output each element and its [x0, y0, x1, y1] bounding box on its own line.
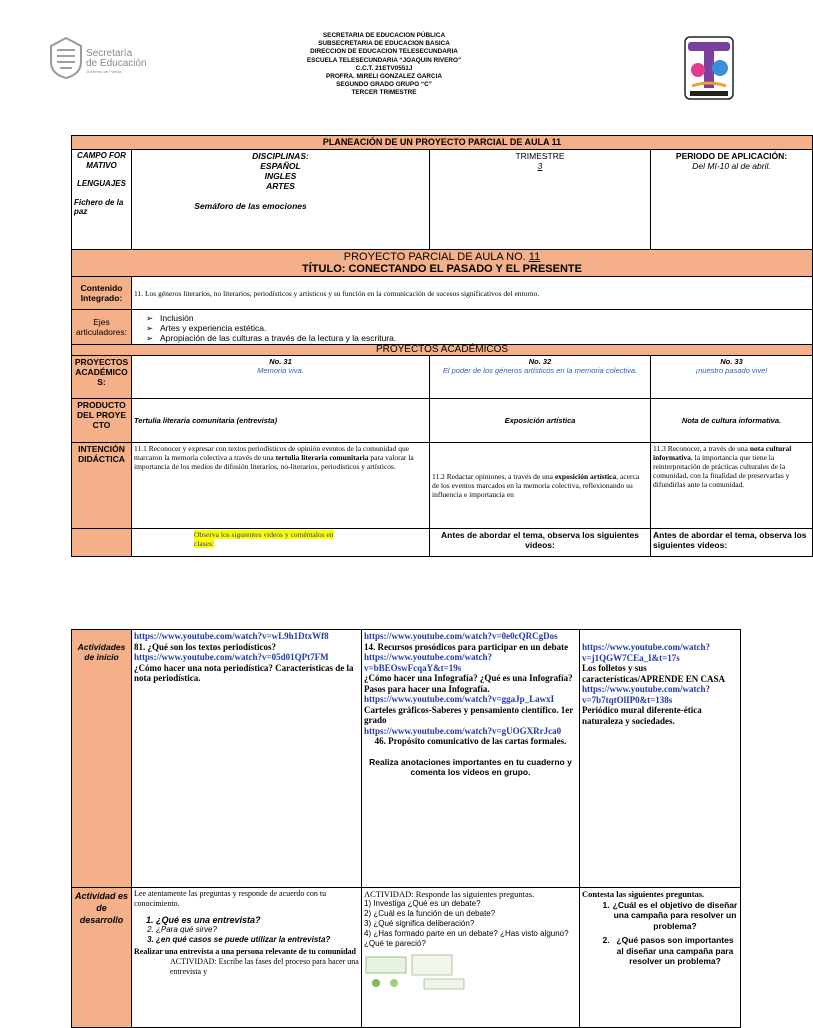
observa-32: Antes de abordar el tema, observa los siguientes videos: — [430, 529, 651, 557]
des-question: 1) Investiga ¿Qué es un debate? — [364, 899, 481, 908]
logo-text-line3: Gobierno de Puebla — [86, 69, 122, 74]
periodo-label: PERIODO DE APLICACIÓN: — [675, 151, 788, 161]
intencion-text: 11.2 Redactar opiniones, a través de una — [432, 472, 555, 481]
disciplinas-cell — [132, 150, 430, 250]
school-line: PROFRA. MIRELI GONZALEZ GARCIA — [325, 73, 443, 81]
ejes-label: Ejes articuladores: — [72, 310, 132, 345]
school-line: ESCUELA TELESECUNDARIA “JOAQUIN RIVERO” — [306, 56, 462, 64]
des-question: 2) ¿Cuál es la función de un debate? — [364, 909, 496, 918]
producto-32: Exposición artística — [430, 399, 651, 443]
des-task: Realizar una entrevista a una persona relevante de tu comunidad — [134, 947, 357, 956]
observa-highlight: Observa los siguientes videos y coméntalos en clases: — [194, 530, 334, 548]
campo-cell — [72, 150, 132, 250]
producto-31: Tertulia literaria comunitaria (entrevista) — [132, 399, 430, 443]
intencion-label: INTENCIÓN DIDÁCTICA — [72, 443, 132, 529]
school-line: DIRECCION DE EDUCACION TELESECUNDARIA — [310, 48, 458, 56]
plan-table — [71, 135, 813, 557]
ejes-cell — [132, 310, 813, 345]
project-cell-31 — [132, 356, 430, 399]
project-name: El poder de los géneros artísticos en la memoria colectiva. — [442, 366, 638, 375]
des-intro: Contesta las siguientes preguntas. — [582, 889, 705, 899]
video-title: 81. ¿Qué son los textos periodísticos? — [134, 641, 277, 652]
observa-33: Antes de abordar el tema, observa los siguientes videos: — [651, 529, 813, 557]
video-title: Periódico mural diferente-ética naturaleza y sociedades. — [582, 705, 702, 726]
intencion-text: , la importancia que tiene la reinterpretación de prácticas culturales de la comunidad, con la finalidad de preservarlas y difundirlas ante la comunidad. — [653, 453, 790, 489]
semaforo-text: Semáforo de las emociones — [194, 201, 307, 211]
video-link[interactable]: https://www.youtube.com/watch?v=7b7tqtOlIP0&t=138s — [582, 684, 711, 705]
school-line: TERCER TRIMESTRE — [351, 89, 417, 97]
observa-31 — [132, 529, 430, 557]
proyecto-number: 11 — [528, 251, 541, 263]
video-title: ¿Cómo hacer una Infografía? ¿Qué es una Infografía? Pasos para hacer una Infografía. — [364, 673, 573, 694]
video-link[interactable]: https://www.youtube.com/watch?v=j1QGW7CEa_I&t=17s — [582, 642, 711, 663]
video-title: Los folletos y sus características/APRENDE EN CASA — [582, 663, 725, 684]
plan-title: PLANEACIÓN DE UN PROYECTO PARCIAL DE AULA 11 — [72, 136, 813, 150]
intencion-33 — [651, 443, 813, 529]
activities-table — [71, 629, 741, 1028]
des-question: 4) ¿Has formado parte en un debate? ¿Has visto alguno? ¿Qué te pareció? — [364, 929, 569, 948]
intencion-bold: tertulia literaria comunitaria — [275, 453, 369, 462]
des-question: 3) ¿Qué significa deliberación? — [364, 919, 475, 928]
video-link[interactable]: https://www.youtube.com/watch?v=bBEOswFcqaY&t=19s — [364, 652, 493, 673]
des-question: 2. ¿Para qué sirve? — [156, 925, 359, 935]
desarrollo-32 — [362, 888, 580, 1028]
video-link[interactable]: https://www.youtube.com/watch?v=gUOGXRrJca0 — [364, 725, 562, 736]
trimestre-value: 3 — [537, 161, 543, 171]
campo-value: LENGUAJES — [77, 179, 126, 188]
trimestre-cell — [430, 150, 651, 250]
logo-text-line2: de Educación — [86, 58, 147, 69]
trimestre-label: TRIMESTRE — [515, 151, 565, 161]
periodo-value: Del MI-10 al de abril. — [692, 161, 771, 171]
inicio-32 — [362, 630, 580, 888]
eje-item: ➢ Inclusión — [160, 313, 810, 323]
des-intro: Lee atentamente las preguntas y responde de acuerdo con tu conocimiento. — [134, 889, 327, 908]
inicio-label: Actividades de inicio — [72, 630, 132, 888]
observa-label — [72, 529, 132, 557]
school-line: SEGUNDO GRADO GRUPO “C” — [336, 81, 432, 89]
infographic-thumbnail — [364, 953, 484, 989]
eje-item: ➢ Apropiación de las culturas a través de la lectura y la escritura. — [160, 333, 810, 343]
video-title: ¿Cómo hacer una nota periodística? Características de la nota periodística. — [134, 662, 354, 683]
desarrollo-31 — [132, 888, 362, 1028]
des-question: 3. ¿en qué casos se puede utilizar la entrevista? — [156, 935, 359, 945]
contenido-text: 11. Los géneros literarios, no literarios, periodísticos y artísticos y su función en la comunicación de sucesos significativos del entorno. — [132, 277, 813, 310]
desarrollo-33 — [580, 888, 741, 1028]
video-title: Carteles gráficos-Saberes y pensamiento científico. 1er grado — [364, 704, 574, 725]
project-number: No. 32 — [528, 357, 552, 366]
project-number: No. 31 — [269, 357, 292, 366]
disciplina-item: INGLES — [264, 171, 297, 181]
disciplinas-label: DISCIPLINAS: — [252, 151, 309, 161]
proyecto-title: PROYECTO PARCIAL DE AULA NO. — [343, 251, 526, 263]
project-name: Memoria viva. — [257, 366, 304, 375]
logo-text-line1: Secretaría — [86, 48, 133, 59]
school-line: SECRETARIA DE EDUCACION PÚBLICA — [322, 32, 446, 39]
seal-icon — [48, 36, 84, 80]
producto-33: Nota de cultura informativa. — [651, 399, 813, 443]
des-activity: ACTIVIDAD: Escribe las fases del proceso para hacer una entrevista y — [170, 957, 359, 976]
intencion-text: 11.3 Reconocer, a través de una — [653, 444, 750, 453]
titulo-text: TÍTULO: CONECTANDO EL PASADO Y EL PRESENTE — [302, 263, 582, 275]
periodo-cell — [651, 150, 813, 250]
disciplina-item: ARTES — [266, 181, 295, 191]
project-name: ¡nuestro pasado vive! — [695, 366, 768, 375]
project-number: No. 33 — [720, 357, 743, 366]
document-header — [0, 0, 768, 130]
intencion-text: para valorar la importancia de los medios de difusión literarios, no-literarios, periodísticos y artísticos. — [134, 453, 414, 471]
inicio-31 — [132, 630, 362, 888]
eje-item: ➢ Artes y experiencia estética. — [160, 323, 810, 333]
fichero-text: Fichero de la paz — [74, 197, 124, 216]
inicio-33 — [580, 630, 741, 888]
intencion-bold: nota cultural informativa — [653, 444, 792, 462]
video-title: 14. Recursos prosódicos para participar en un debate — [364, 641, 569, 652]
project-cell-33 — [651, 356, 813, 399]
proyecto-header — [72, 250, 813, 277]
video-link[interactable]: https://www.youtube.com/watch?v=0e0cQRCgDos — [364, 631, 558, 641]
desarrollo-label: Actividad es de desarrollo — [72, 888, 132, 1028]
des-intro: ACTIVIDAD: Responde las siguientes preguntas. — [364, 889, 535, 899]
des-question: 1. ¿Qué es una entrevista? — [156, 915, 359, 925]
disciplina-item: ESPAÑOL — [260, 161, 301, 171]
campo-label: CAMPO FORMATIVO — [77, 151, 126, 170]
project-cell-32 — [430, 356, 651, 399]
intencion-text: , acerca de los eventos marcados en la memoria colectiva, reflexionando su influencia e importancia en — [432, 472, 640, 499]
intencion-31 — [132, 443, 430, 529]
telesecundaria-logo — [684, 36, 734, 104]
video-title: 46. Propósito comunicativo de las cartas formales. — [374, 736, 567, 746]
des-question: 2. ¿Qué pasos son importantes al diseñar una campaña para resolver un problema? — [612, 935, 738, 967]
proyectos-label: PROYECTOS ACADÉMICOS: — [72, 356, 132, 399]
producto-label: PRODUCTO DEL PROYECTO — [72, 399, 132, 443]
intencion-32 — [430, 443, 651, 529]
contenido-label: Contenido Integrado: — [72, 277, 132, 310]
video-link[interactable]: https://www.youtube.com/watch?v=05d01QPt7FM — [134, 652, 329, 662]
school-line: SUBSECRETARIA DE EDUCACION BASICA — [318, 40, 450, 48]
school-info — [240, 32, 528, 98]
video-link[interactable]: https://www.youtube.com/watch?v=ggaJp_LawxI — [364, 694, 555, 704]
video-link[interactable]: https://www.youtube.com/watch?v=wL9h1DtxWf8 — [134, 631, 329, 641]
secretaria-logo — [48, 36, 148, 86]
anotaciones-text: Realiza anotaciones importantes en tu cuaderno y comenta los videos en grupo. — [369, 756, 572, 777]
des-question: 1. ¿Cuál es el objetivo de diseñar una campaña para resolver un problema? — [612, 900, 738, 932]
proyectos-header: PROYECTOS ACADÉMICOS — [72, 345, 813, 356]
intencion-bold: exposición artística — [554, 472, 617, 481]
intencion-text: 11.1 Reconocer y expresar con textos periodísticos de opinión eventos de la comunidad que marcaron la memoria colectiva a través de una — [134, 444, 410, 462]
school-line: C.C.T. 21ETV0551J — [355, 64, 413, 72]
